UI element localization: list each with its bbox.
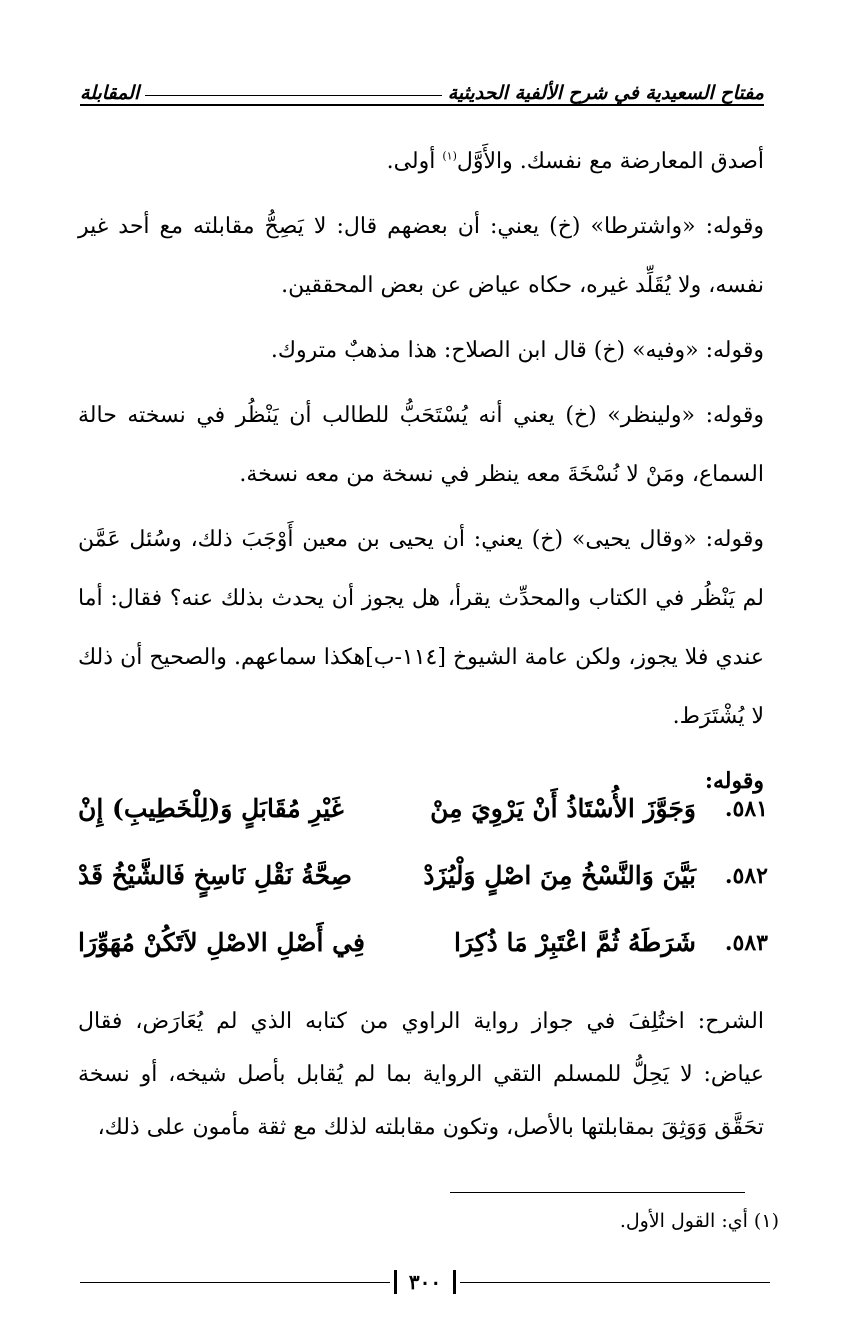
- verse-number: ٥٨١.: [724, 795, 768, 822]
- running-header: [80, 70, 764, 104]
- footer-rule: [460, 1282, 770, 1283]
- paragraph: أصدق المعارضة مع نفسك. والأَوَّل$^{(١)}$ أولى.: [386, 149, 764, 174]
- footnote-marker: (١): [442, 149, 457, 163]
- paragraph: وقوله: «واشترطا» (خ) يعني: أن بعضهم قال: لا يَصِحُّ مقابلته مع أحد غير نفسه، ولا يُقَلِّد غيره، حكاه عياض عن بعض المحققين.: [78, 214, 764, 298]
- verse-second-hemistich: فِي أَصْلِ الاصْلِ لاَتَكُنْ مُهَوِّرَا: [78, 928, 365, 957]
- footnote: (١) أي: القول الأول.: [619, 1210, 779, 1232]
- verse-block: [78, 775, 768, 976]
- commentary: الشرح: اختُلِفَ في جواز رواية الراوي من كتابه الذي لم يُعَارَض، فقال عياض: لا يَحِلُّ للمسلم التقي الرواية بما لم يُقابل بأصل شيخه، أو نسخة تحَقَّق وَوَثِقَ بمقابلتها بالأصل، وتكون مقابلته لذلك مع ثقة مأمون على ذلك،: [78, 1009, 764, 1140]
- footer-rule: [80, 1282, 390, 1283]
- verse-number: ٥٨٢.: [724, 862, 768, 889]
- header-title: مفتاح السعيدية في شرح الألفية الحديثية: [447, 82, 764, 104]
- paragraph: وقوله: «ولينظر» (خ) يعني أنه يُسْتَحَبُّ للطالب أن يَنْظُر في نسخته حالة السماع، ومَنْ لا نُسْخَةَ معه ينظر في نسخة من معه نسخة.: [78, 403, 764, 487]
- verse-line: [78, 842, 768, 909]
- verse-second-hemistich: غَيْرِ مُقَابَلٍ وَ(لِلْخَطِيبِ) إِنْ: [78, 794, 344, 823]
- footnote-divider: [450, 1192, 745, 1193]
- verse-line: [78, 775, 768, 842]
- header-section: المقابلة: [80, 82, 140, 104]
- verse-first-hemistich: شَرَطَهُ ثُمَّ اعْتَبِرْ مَا ذُكِرَا: [454, 928, 696, 957]
- header-divider: [80, 104, 764, 106]
- header-rule: [145, 95, 441, 96]
- paragraph: وقوله: «وفيه» (خ) قال ابن الصلاح: هذا مذهبٌ متروك.: [270, 338, 764, 363]
- verse-first-hemistich: بَيَّنَ وَالنَّسْخُ مِنَ اصْلٍ وَلْيُزَدْ: [423, 861, 696, 890]
- page-footer: [80, 1262, 770, 1302]
- page-number: ٣٠٠: [394, 1270, 456, 1294]
- paragraph: وقوله: «وقال يحيى» (خ) يعني: أن يحيى بن معين أَوْجَبَ ذلك، وسُئل عَمَّن لم يَنْظُر في الكتاب والمحدِّث يقرأ، هل يجوز أن يحدث بذلك عنه؟ فقال: أما عندي فلا يجوز، ولكن عامة الشيوخ [١١٤-ب]هكذا سماعهم. والصحيح أن ذلك لا يُشْتَرَط.: [78, 527, 764, 729]
- verse-first-hemistich: وَجَوَّزَ الأُسْتَاذُ أَنْ يَرْوِيَ مِنْ: [430, 794, 696, 823]
- paragraph: وقوله:: [704, 768, 764, 794]
- main-text: [78, 132, 764, 817]
- verse-number: ٥٨٣.: [724, 929, 768, 956]
- verse-second-hemistich: صِحَّةُ نَقْلِ نَاسِخٍ فَالشَّيْخُ قَدْ: [78, 861, 353, 890]
- verse-line: [78, 909, 768, 976]
